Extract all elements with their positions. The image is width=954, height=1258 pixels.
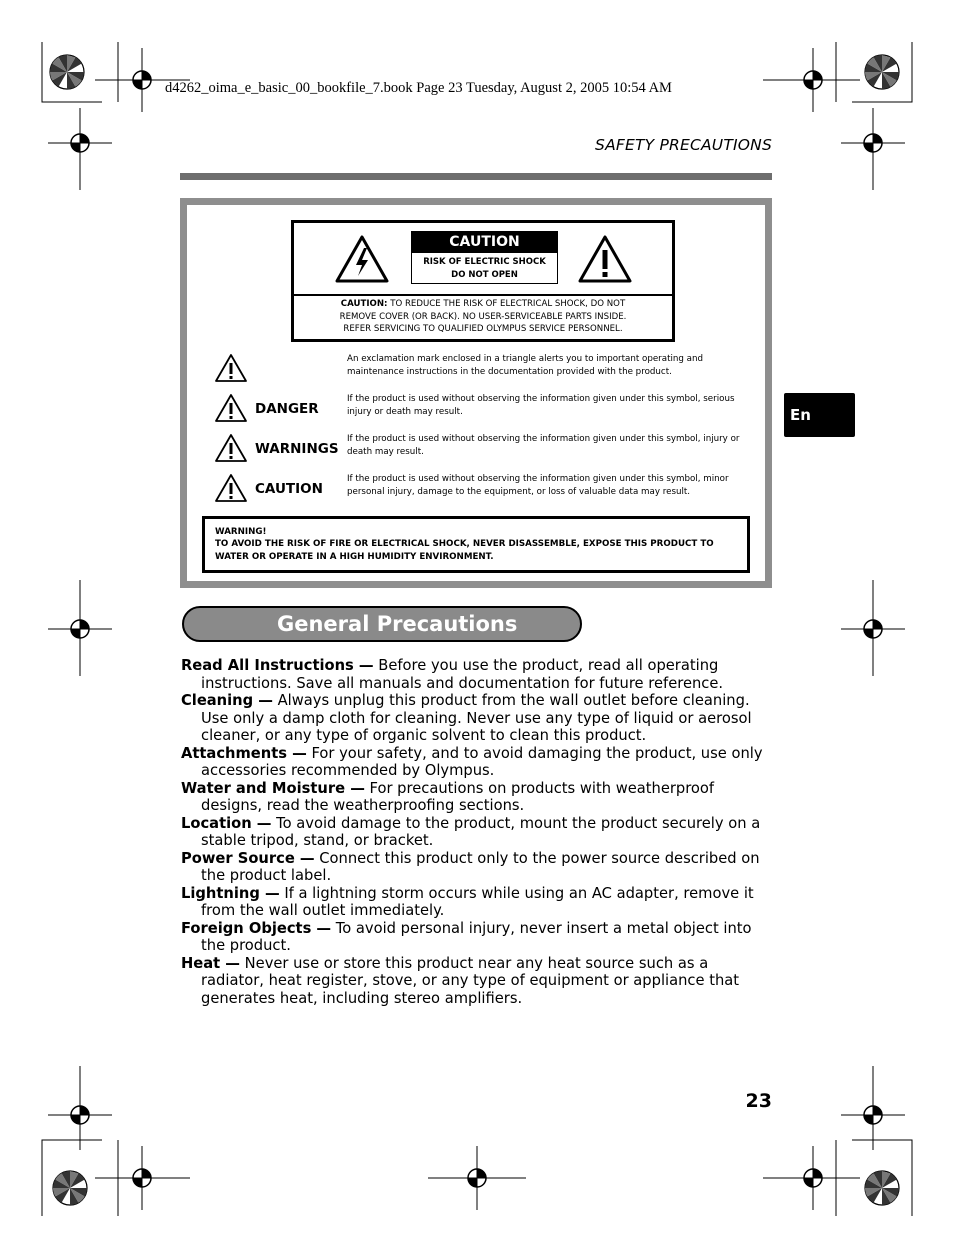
warning-title: WARNING! [215,527,267,537]
item-term: Cleaning — [181,692,273,709]
item-term: Location — [181,814,272,832]
list-item [181,692,775,745]
electric-shock-label [291,220,675,342]
caution-notice [294,298,672,336]
list-item [181,780,775,815]
caution-notice-line3: REFER SERVICING TO QUALIFIED OLYMPUS SERVICE PERSONNEL. [343,324,623,335]
item-term: Foreign Objects — [181,919,332,937]
caution-notice-line1: TO REDUCE THE RISK OF ELECTRICAL SHOCK, DO NOT [387,299,626,309]
safety-symbol-box [180,198,772,588]
item-text: If a lightning storm occurs while using an AC adapter, remove it from the wall outlet immediately. [201,884,754,919]
item-text: Never use or store this product near any heat source such as a radiator, heat register, stove, or any type of equipment or appliance that generates heat, including stereo amplifiers. [201,954,740,1007]
caution-badge-line1: RISK OF ELECTRIC SHOCK [423,257,546,267]
caution-notice-prefix: CAUTION: [340,299,388,309]
item-term: Water and Moisture — [181,779,365,797]
symbol-label-danger: DANGER [255,401,319,417]
header-rule [180,173,772,180]
symbol-description: If the product is used without observing the information given under this symbol, minor personal injury, damage to the equipment, or loss of valuable data may result. [347,474,729,497]
print-file-header: d4262_oima_e_basic_00_bookfile_7.book Page 23 Tuesday, August 2, 2005 10:54 AM [165,80,672,96]
symbol-description: If the product is used without observing the information given under this symbol, injury or death may result. [347,434,740,457]
list-item [181,657,775,692]
list-item [181,850,775,885]
caution-badge [411,231,558,284]
list-item [181,815,775,850]
caution-badge-line2: DO NOT OPEN [451,270,518,280]
exclamation-triangle-icon [214,433,248,463]
warning-text: TO AVOID THE RISK OF FIRE OR ELECTRICAL SHOCK, NEVER DISASSEMBLE, EXPOSE THIS PRODUCT TO WATER OR OPERATE IN A HIGH HUMIDITY ENVIRONMENT. [215,539,714,562]
symbol-description: An exclamation mark enclosed in a triangle alerts you to important operating and maintenance instructions in the documentation provided with the product. [347,354,704,377]
item-text: Before you use the product, read all operating instructions. Save all manuals and documentation for future reference. [201,657,724,692]
item-text: Always unplug this product from the wall outlet before cleaning. Use only a damp cloth for cleaning. Never use any type of liquid or aerosol cleaner, or any type of organic solvent to clean this product. [201,692,752,744]
item-text: Connect this product only to the power source described on the product label. [201,849,760,884]
item-term: Power Source — [181,849,315,867]
caution-notice-line2: REMOVE COVER (OR BACK). NO USER-SERVICEABLE PARTS INSIDE. [339,311,627,322]
item-term: Heat — [181,954,240,972]
exclamation-triangle-icon [214,473,248,503]
symbol-label-warnings: WARNINGS [255,441,339,457]
symbol-row-warnings [209,433,749,469]
exclamation-triangle-icon [214,393,248,423]
list-item [181,885,775,920]
general-precautions-heading: General Precautions [182,606,582,642]
fire-shock-warning [202,516,750,573]
item-text: To avoid personal injury, never insert a metal object into the product. [201,919,752,954]
lightning-warning-icon [334,234,390,284]
item-text: For precautions on products with weatherproof designs, read the weatherproofing sections. [201,779,715,814]
symbol-label-caution: CAUTION [255,481,323,497]
caution-badge-title: CAUTION [412,232,557,253]
item-term: Attachments — [181,744,307,762]
item-term: Lightning — [181,884,280,902]
symbol-row-exclamation [209,353,749,389]
list-item [181,745,775,780]
page-number: 23 [745,1090,772,1112]
symbol-row-danger [209,393,749,429]
precautions-list [181,657,775,1007]
exclamation-triangle-icon [214,353,248,383]
item-term: Read All Instructions — [181,657,374,674]
symbol-description: If the product is used without observing the information given under this symbol, serious injury or death may result. [347,394,735,417]
language-tab: En [784,393,855,437]
item-text: For your safety, and to avoid damaging the product, use only accessories recommended by Olympus. [201,744,763,779]
symbol-row-caution [209,473,749,509]
section-header: SAFETY PRECAUTIONS [595,136,772,154]
item-text: To avoid damage to the product, mount the product securely on a stable tripod, stand, or bracket. [201,814,761,849]
exclamation-warning-icon [577,234,633,284]
list-item [181,955,775,1008]
list-item [181,920,775,955]
